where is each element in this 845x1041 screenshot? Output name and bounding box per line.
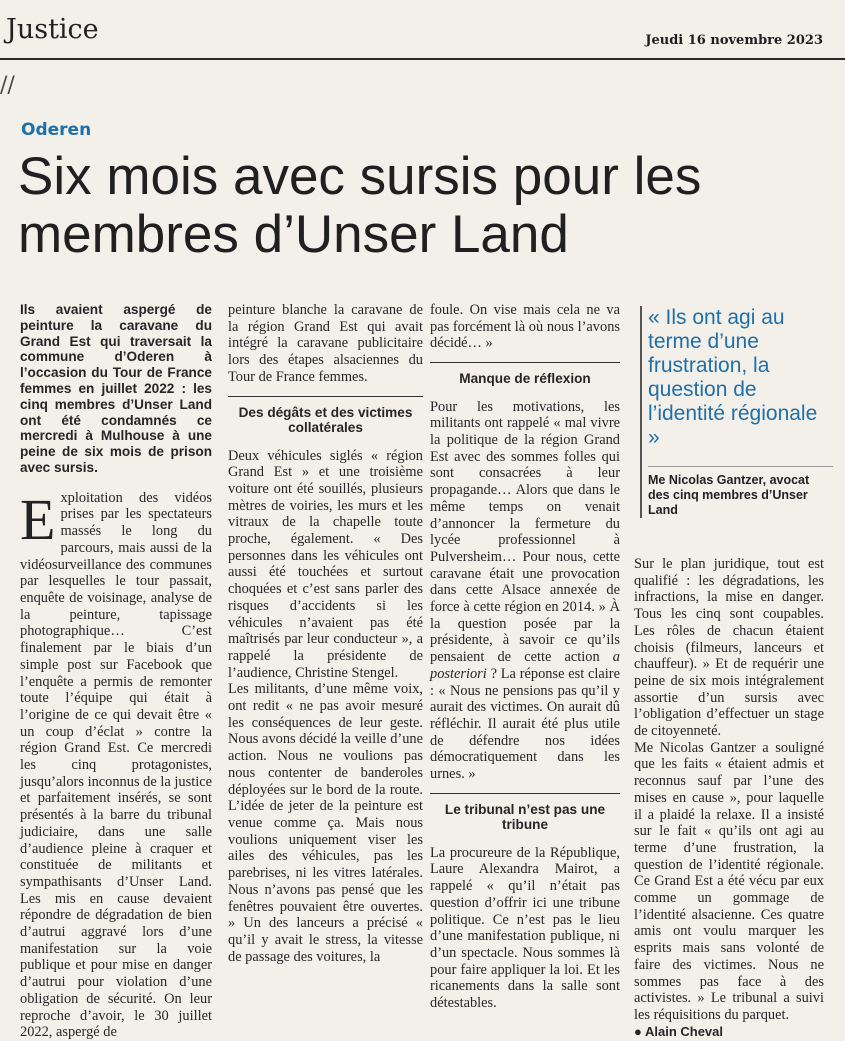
pull-quote-block (640, 306, 833, 518)
body-text: Pour les motivations, les militants ont rappelé « mal vivre la politique de la région Grand Est avec des sommes folles qui sont consacrées à leur propagande… Alors que dans le même temps on venait d’annoncer la fermeture du lycée professionnel à Pulversheim… Pour nous, cette caravane était une provocation dans cette Alsace annexée de force à cette région en 2014. » À la question posée par la présidente, à savoir ce qu’ils pensaient de cette action (430, 398, 620, 666)
body-paragraph (20, 486, 212, 1041)
intertitle: Manque de réflexion (430, 362, 620, 387)
article-kicker: Oderen (21, 120, 92, 140)
body-paragraph: foule. On vise mais cela ne va pas forcément là où nous l’avons décidé… » (430, 302, 620, 352)
drop-cap: E (20, 486, 56, 552)
header-rule (0, 58, 845, 60)
body-paragraph: La procureure de la République, Laure Alexandra Mairot, a rappelé « qu’il n’était pas question d’offrir ici une tribune politique. Ce n’est pas le lieu d’une manifestation publique, ni d’un spectacle. Nous sommes là pour faire appliquer la loi. Et les ricanements dans la salle sont détestables. (430, 844, 620, 1012)
body-paragraph: Sur le plan juridique, tout est qualifié : les dégradations, les infractions, la mise en danger. Tous les cinq sont coupables. Les rôles de chacun étaient choisis (filmeurs, lanceurs et chauffeur). » Et de requérir une peine de six mois intégralement assortie d’un sursis avec l’obligation d’effectuer un stage de citoyenneté. (634, 556, 824, 740)
intertitle: Le tribunal n’est pas une tribune (430, 793, 620, 833)
pull-quote: « Ils ont agi au terme d’une frustration, la question de l’identité régionale » (648, 306, 818, 449)
intertitle: Des dégâts et des victimes collatérales (228, 396, 423, 436)
article-headline: Six mois avec sursis pour les membres d’Unser Land (18, 147, 702, 264)
body-paragraph (430, 399, 620, 783)
column-2 (228, 302, 423, 965)
author-signature: ● Alain Cheval (634, 1023, 724, 1039)
column-3 (430, 302, 620, 1012)
body-paragraph: Les militants, d’une même voix, ont redit « ne pas avoir mesuré les conséquences de leur geste. Nous avons décidé la veille d’une action. Nous ne voulions pas nous contenter de banderoles déployées sur le bord de la route. L’idée de jeter de la peinture est venue comme ça. Mais nous voulions uniquement viser les ailes des véhicules, pas les parebrises, ni les vitres latérales. Nous n’avons pas pensé que les fenêtres pouvaient être ouvertes. » Un des lanceurs a précisé « qu’il y avait le stress, la vitesse de passage des voitures, la (228, 681, 423, 965)
column-4 (634, 556, 824, 1040)
pull-quote-attribution: Me Nicolas Gantzer, avocat des cinq membres d’Unser Land (648, 466, 833, 518)
body-text: xploitation des vidéos prises par les spectateurs massés le long du parcours, mais aussi de la vidéosurveillance des communes par lesquelles le tour passait, enquête de voisinage, analyse de la peinture, tapissage photographique… C’est finalement par le biais d’un simple post sur Facebook que l’enquête a permis de remonter toute l’équipe qui était à l’origine de ce qui devait être « un coup d’éclat » contre la région Grand Est. Ce mercredi les cinq protagonistes, jusqu’alors inconnus de la justice et parfaitement insérés, se sont présentés à la barre du tribunal judiciaire, dans une salle d’audience pleine à craquer et constituée de militants et sympathisants d’Unser Land. Les mis en cause devaient répondre de dégradation de bien d’autrui aggravé lors d’une manifestation sur la voie publique et pour mise en danger d’autrui pour violation d’une obligation de sécurité. On leur reproche d’avoir, le 30 juillet 2022, aspergé de (20, 489, 212, 1041)
publication-date: Jeudi 16 novembre 2023 (645, 33, 823, 48)
body-paragraph: Me Nicolas Gantzer a souligné que les faits « étaient admis et reconnus sauf par l’une des mises en cause », pour laquelle il a plaidé la relaxe. Il a insisté sur le fait « qu’ils ont agi au terme d’une frustration, la question de l’identité régionale. Ce Grand Est a été vécu par eux comme un gommage de l’identité alsacienne. Ces quatre amis ont voulu marquer les esprits mais sans volonté de faire des victimes. Nous ne sommes pas face à des activistes. » Le tribunal a suivi les réquisitions du parquet. (634, 739, 824, 1023)
article-lead: Ils avaient aspergé de peinture la caravane du Grand Est qui traversait la commune d’Oderen à l’occasion du Tour de France femmes en juillet 2022 : les cinq membres d’Unser Land ont été condamnés ce mercredi à Mulhouse à une peine de six mois de prison avec sursis. (20, 302, 212, 475)
column-1 (20, 302, 212, 1041)
column-marker: // (0, 73, 15, 98)
body-paragraph: peinture blanche la caravane de la région Grand Est qui avait intégré la caravane publicitaire lors des étapes alsaciennes du Tour de France femmes. (228, 302, 423, 385)
body-paragraph: Deux véhicules siglés « région Grand Est » et une troisième voiture ont été souillés, plusieurs mètres de voiries, les murs et les vitraux de la chapelle toute proche, également. « Des personnes dans les véhicules ont aussi été touchées et surtout choquées et c’est sans parler des risques d’accidents si les véhicules n’avaient pas été maîtrisés par leur conducteur », a rappelé la présidente de l’audience, Christine Stengel. (228, 447, 423, 681)
body-text: ? La réponse est claire : « Nous ne pensions pas qu’il y aurait des victimes. On aurait dû réfléchir. Il aurait été plus utile de défendre nos idées démocratiquement dans les urnes. » (430, 665, 620, 783)
italic-phrase: a posteriori (430, 649, 620, 682)
section-title: Justice (6, 14, 99, 45)
